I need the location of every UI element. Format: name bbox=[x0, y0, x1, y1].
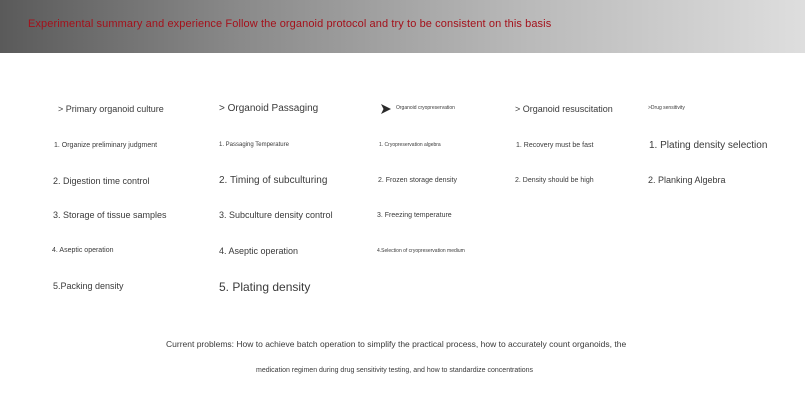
send-arrow-icon bbox=[380, 103, 392, 115]
culture-item-5: 5.Packing density bbox=[53, 281, 124, 291]
drug-item-1: 1. Plating density selection bbox=[649, 140, 768, 151]
passaging-item-1: 1. Passaging Temperature bbox=[219, 142, 289, 148]
culture-item-3: 3. Storage of tissue samples bbox=[53, 210, 167, 220]
problems-text-line-2: medication regimen during drug sensitivity testing, and how to standardize concentrations bbox=[256, 367, 534, 374]
page-title: Experimental summary and experience Follow the organoid protocol and try to be consistent on this basis bbox=[28, 18, 552, 30]
passaging-item-4: 4. Aseptic operation bbox=[219, 246, 299, 256]
culture-item-2: 2. Digestion time control bbox=[53, 176, 150, 186]
resuscitation-item-2: 2. Density should be high bbox=[515, 177, 594, 184]
column-title-cryopreservation: Organoid cryopreservation bbox=[396, 105, 455, 111]
passaging-item-2: 2. Timing of subculturing bbox=[219, 175, 328, 186]
cryo-item-2: 2. Frozen storage density bbox=[378, 177, 457, 184]
title-bar bbox=[0, 0, 805, 53]
cryo-item-1: 1. Cryopreservation algebra bbox=[379, 142, 441, 148]
culture-item-1: 1. Organize preliminary judgment bbox=[54, 142, 158, 149]
column-title-passaging: > Organoid Passaging bbox=[219, 103, 319, 114]
column-title-resuscitation: > Organoid resuscitation bbox=[515, 104, 613, 114]
column-title-drug-sensitivity: >Drug sensitivity bbox=[648, 105, 685, 111]
cryo-item-4: 4.Selection of cryopreservation medium bbox=[377, 248, 465, 254]
passaging-item-3: 3. Subculture density control bbox=[219, 210, 333, 220]
problems-text-line-1: Current problems: How to achieve batch operation to simplify the practical process, how to accurately count organoids, the bbox=[166, 339, 627, 349]
culture-item-4: 4. Aseptic operation bbox=[52, 247, 114, 254]
resuscitation-item-1: 1. Recovery must be fast bbox=[516, 142, 594, 149]
drug-item-2: 2. Planking Algebra bbox=[648, 175, 726, 185]
passaging-item-5: 5. Plating density bbox=[219, 280, 311, 294]
cryo-item-3: 3. Freezing temperature bbox=[377, 212, 452, 219]
column-title-primary-culture: > Primary organoid culture bbox=[58, 104, 164, 114]
